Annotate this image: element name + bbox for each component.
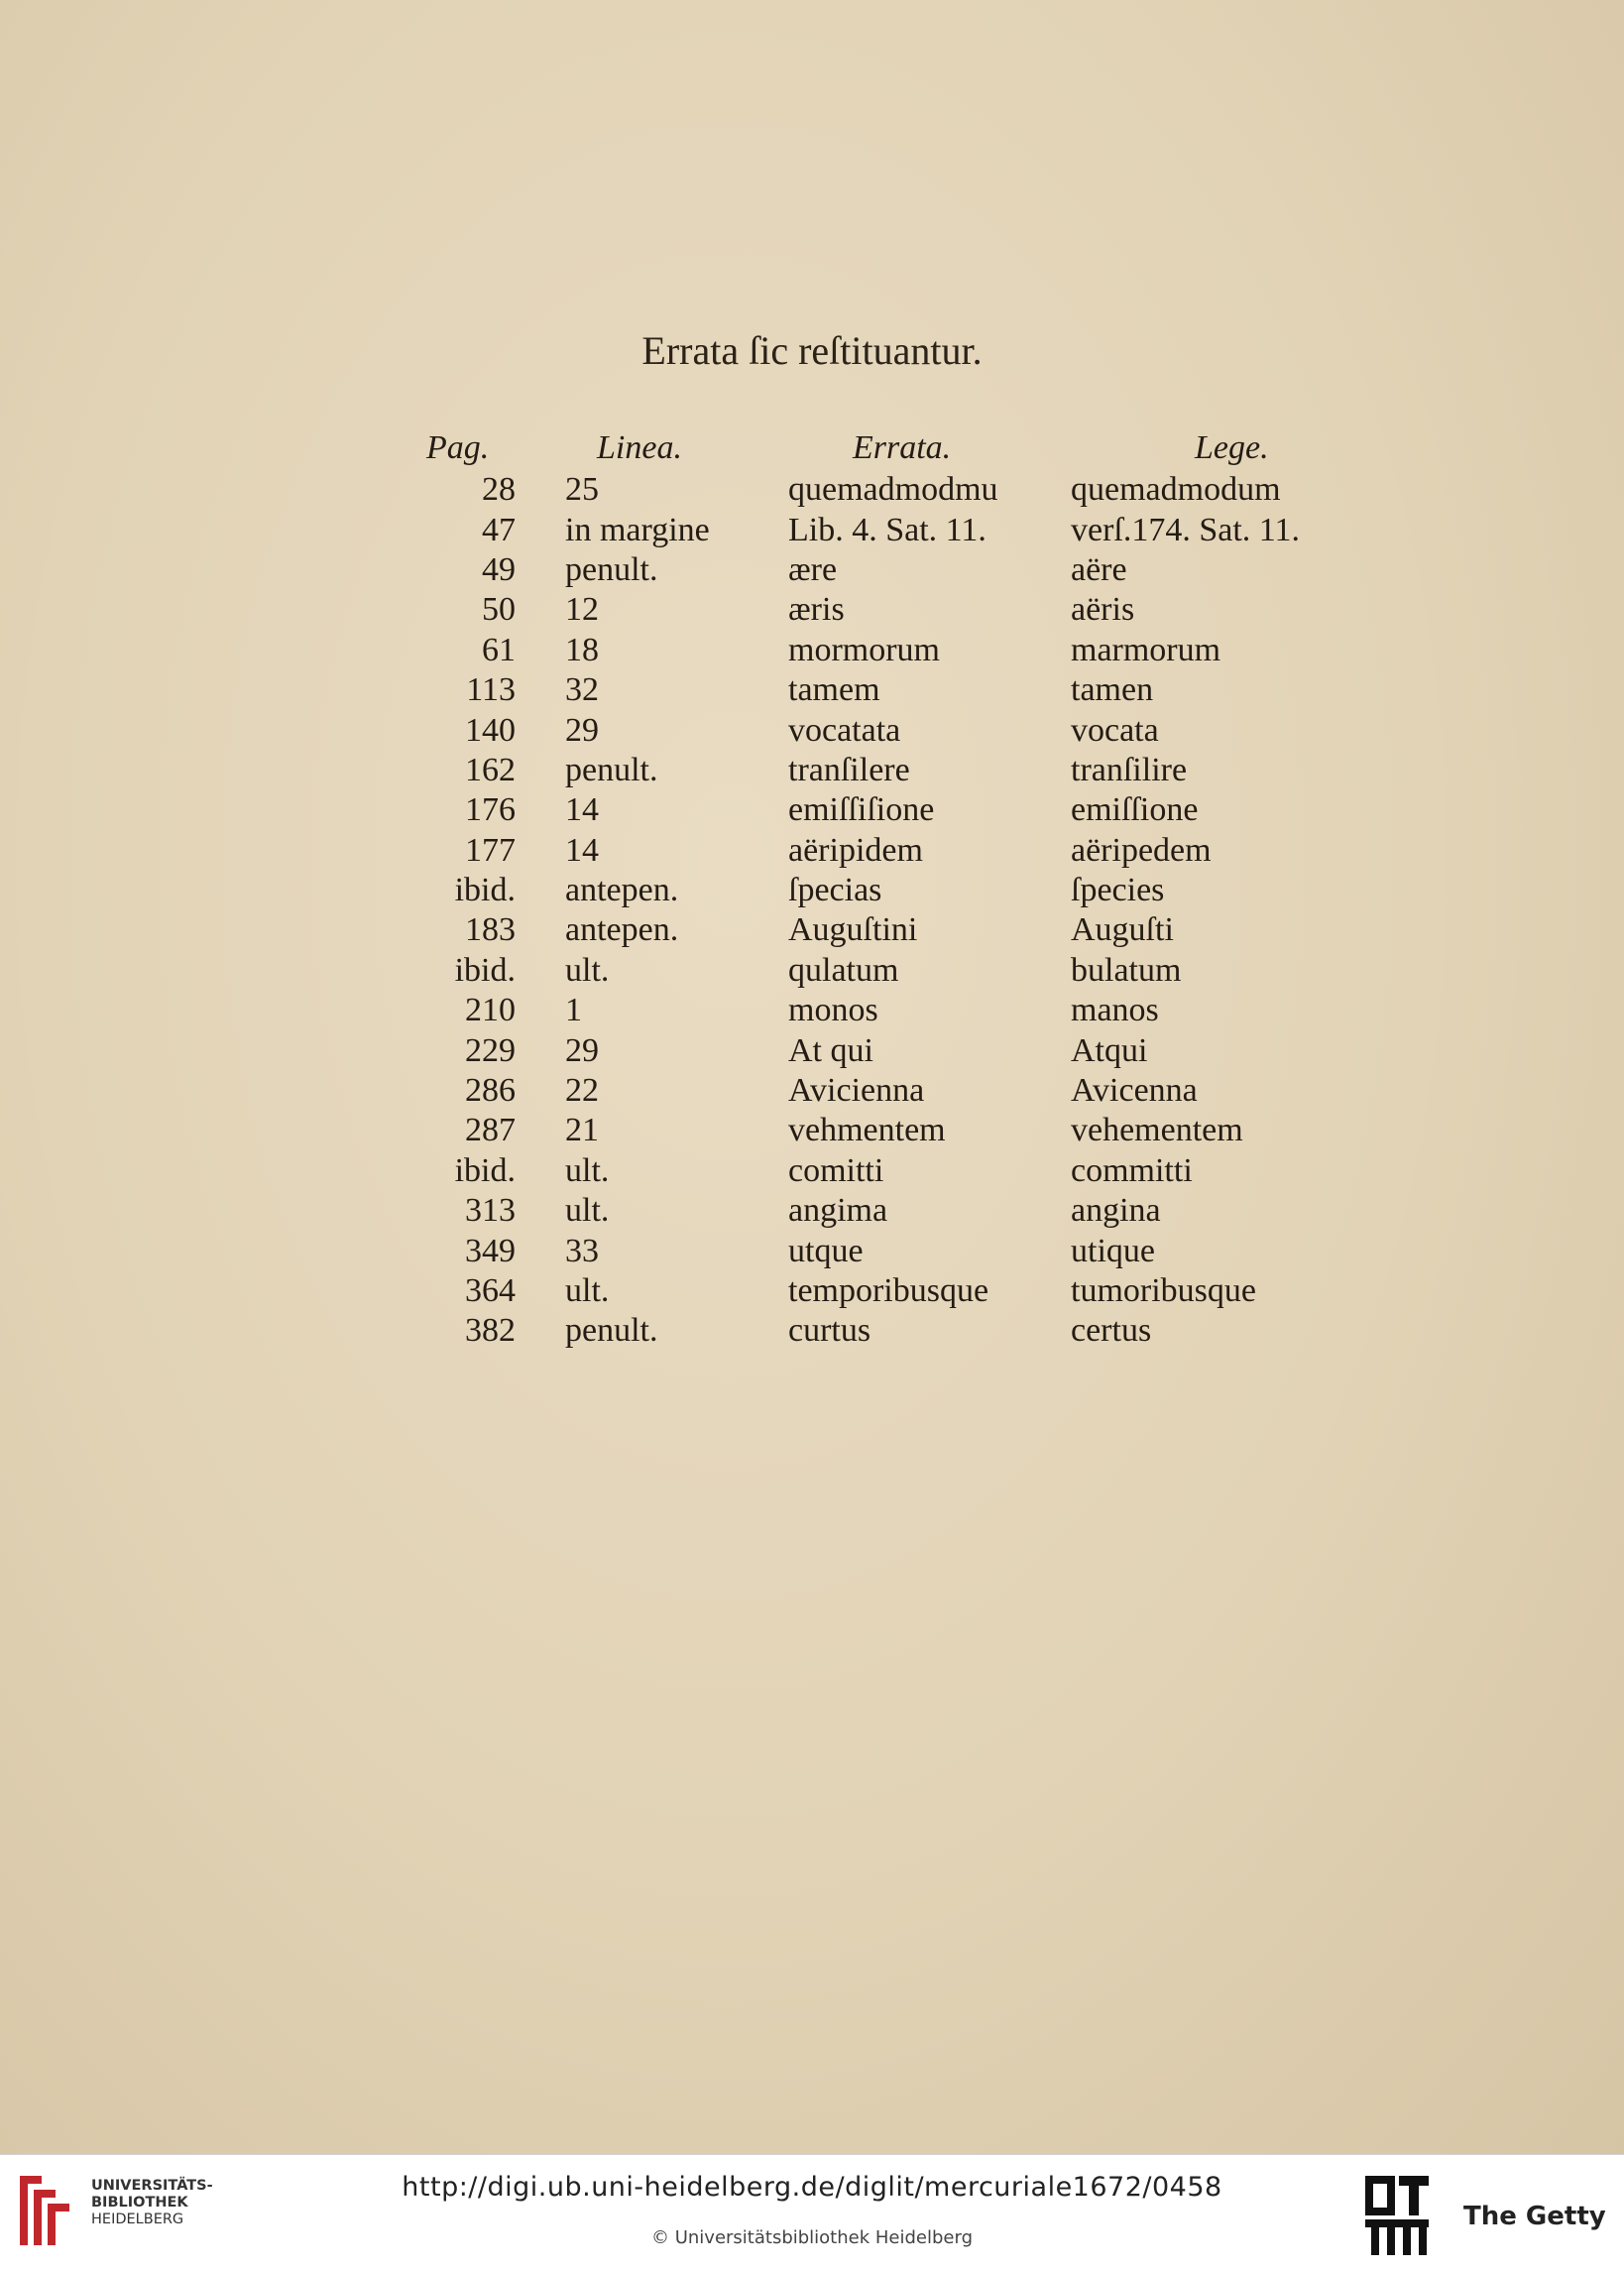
cell-linea: 14 (565, 831, 599, 869)
library-name-line2: BIBLIOTHEK (91, 2195, 188, 2211)
cell-pag: 382 (465, 1312, 516, 1350)
cell-errata: quemadmodmu (788, 471, 998, 509)
cell-lege: ſpecies (1071, 872, 1165, 909)
cell-lege: Avicenna (1071, 1072, 1198, 1110)
cell-pag: 364 (465, 1272, 516, 1309)
library-name-line3: HEIDELBERG (91, 2212, 184, 2227)
header-lege: Lege. (1195, 429, 1269, 466)
cell-linea: 33 (565, 1232, 599, 1269)
table-row (406, 1231, 1358, 1270)
table-row (406, 1271, 1358, 1311)
cell-pag: ibid. (454, 872, 516, 909)
table-row (406, 871, 1358, 910)
cell-pag: 61 (482, 631, 516, 668)
table-row (406, 710, 1358, 750)
cell-linea: penult. (565, 751, 658, 788)
cell-errata: ære (788, 550, 838, 588)
cell-errata: aëripidem (788, 831, 923, 869)
cell-lege: utique (1071, 1232, 1155, 1269)
cell-lege: certus (1071, 1312, 1152, 1350)
table-row (406, 831, 1358, 871)
cell-lege: verſ.174. Sat. 11. (1071, 511, 1301, 548)
cell-errata: comitti (788, 1151, 884, 1189)
table-row (406, 510, 1358, 549)
cell-pag: 113 (466, 671, 516, 709)
cell-errata: tranſilere (788, 751, 910, 788)
cell-errata: æris (788, 591, 845, 629)
cell-pag: ibid. (454, 1151, 516, 1189)
cell-lege: tumoribusque (1071, 1272, 1256, 1309)
cell-pag: 183 (465, 911, 516, 949)
table-row (406, 751, 1358, 790)
cell-linea: 1 (565, 992, 582, 1029)
cell-lege: vehementem (1071, 1112, 1243, 1149)
cell-pag: 176 (465, 791, 516, 829)
cell-lege: tamen (1071, 671, 1154, 709)
cell-linea: 14 (565, 791, 599, 829)
cell-lege: marmorum (1071, 631, 1221, 668)
cell-linea: 32 (565, 671, 599, 709)
cell-lege: committi (1071, 1151, 1193, 1189)
table-row (406, 670, 1358, 710)
table-row (406, 951, 1358, 991)
cell-linea: ult. (565, 1192, 610, 1230)
cell-pag: 313 (465, 1192, 516, 1230)
cell-linea: 21 (565, 1112, 599, 1149)
cell-pag: 287 (465, 1112, 516, 1149)
cell-lege: tranſilire (1071, 751, 1188, 788)
cell-errata: mormorum (788, 631, 940, 668)
cell-errata: curtus (788, 1312, 871, 1350)
permalink-url[interactable]: http://digi.ub.uni-heidelberg.de/diglit/mercuriale1672/0458 (402, 2172, 1222, 2203)
header-linea: Linea. (597, 429, 682, 466)
cell-errata: Avicienna (788, 1072, 925, 1110)
cell-linea: 25 (565, 471, 599, 509)
cell-lege: Auguſti (1071, 911, 1174, 949)
errata-table (406, 426, 1358, 1352)
cell-linea: penult. (565, 1312, 658, 1350)
cell-pag: 177 (465, 831, 516, 869)
table-row (406, 1071, 1358, 1111)
cell-errata: Lib. 4. Sat. 11. (788, 511, 986, 548)
table-row (406, 1030, 1358, 1070)
cell-lege: aëre (1071, 550, 1127, 588)
cell-errata: qulatum (788, 951, 899, 989)
cell-lege: bulatum (1071, 951, 1182, 989)
cell-errata: angima (788, 1192, 888, 1230)
cell-linea: ult. (565, 1272, 610, 1309)
header-pag: Pag. (426, 429, 490, 466)
header-errata: Errata. (853, 429, 952, 466)
cell-pag: 286 (465, 1072, 516, 1110)
table-row (406, 1111, 1358, 1150)
cell-lege: manos (1071, 992, 1159, 1029)
cell-lege: emiſſione (1071, 791, 1199, 829)
cell-errata: vehmentem (788, 1112, 946, 1149)
table-row (406, 1311, 1358, 1351)
cell-pag: 140 (465, 711, 516, 749)
cell-lege: Atqui (1071, 1031, 1148, 1069)
cell-linea: antepen. (565, 872, 679, 909)
table-row (406, 631, 1358, 670)
getty-logo-icon (1363, 2174, 1433, 2259)
copyright-notice: © Universitätsbibliothek Heidelberg (650, 2227, 973, 2248)
cell-pag: 28 (482, 471, 516, 509)
cell-pag: 210 (465, 992, 516, 1029)
cell-errata: At qui (788, 1031, 873, 1069)
cell-pag: 229 (465, 1031, 516, 1069)
cell-linea: antepen. (565, 911, 679, 949)
table-row (406, 910, 1358, 950)
table-row (406, 550, 1358, 590)
cell-pag: 50 (482, 591, 516, 629)
partner-name: The Getty (1463, 2202, 1606, 2231)
cell-errata: utque (788, 1232, 864, 1269)
cell-lege: quemadmodum (1071, 471, 1281, 509)
cell-errata: ſpecias (788, 872, 882, 909)
page-title: Errata ſic reſtituantur. (641, 328, 983, 373)
cell-errata: vocatata (788, 711, 901, 749)
cell-lege: angina (1071, 1192, 1161, 1230)
library-name-line1: UNIVERSITÄTS- (91, 2178, 213, 2194)
table-row (406, 470, 1358, 510)
cell-pag: 47 (482, 511, 516, 548)
table-row (406, 991, 1358, 1030)
cell-linea: 12 (565, 591, 599, 629)
cell-linea: penult. (565, 550, 658, 588)
cell-linea: in margine (565, 511, 710, 548)
cell-errata: Auguſtini (788, 911, 918, 949)
table-header-row (406, 426, 1358, 470)
cell-pag: 49 (482, 550, 516, 588)
cell-linea: 29 (565, 711, 599, 749)
cell-linea: ult. (565, 951, 610, 989)
table-row (406, 790, 1358, 830)
cell-lege: vocata (1071, 711, 1159, 749)
cell-errata: emiſſiſione (788, 791, 935, 829)
errata-body (406, 470, 1358, 1352)
cell-linea: 29 (565, 1031, 599, 1069)
cell-pag: 162 (465, 751, 516, 788)
cell-linea: 18 (565, 631, 599, 668)
cell-lege: aëripedem (1071, 831, 1212, 869)
table-row (406, 1191, 1358, 1231)
cell-pag: ibid. (454, 951, 516, 989)
cell-lege: aëris (1071, 591, 1135, 629)
table-row (406, 1151, 1358, 1191)
cell-errata: monos (788, 992, 878, 1029)
cell-pag: 349 (465, 1232, 516, 1269)
cell-linea: ult. (565, 1151, 610, 1189)
cell-errata: temporibusque (788, 1272, 989, 1309)
cell-linea: 22 (565, 1072, 599, 1110)
table-row (406, 590, 1358, 630)
cell-errata: tamem (788, 671, 880, 709)
